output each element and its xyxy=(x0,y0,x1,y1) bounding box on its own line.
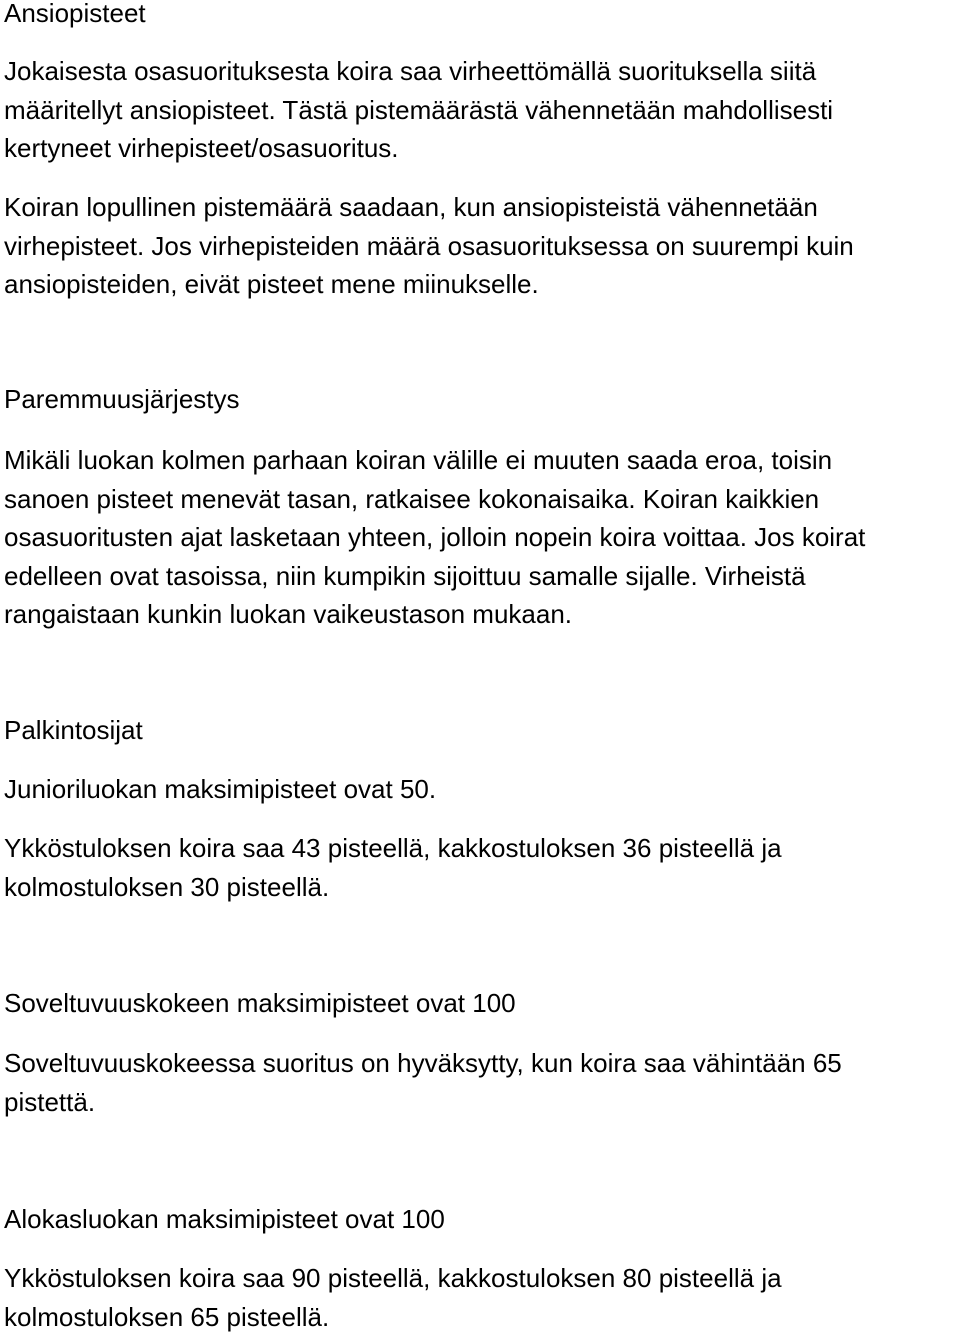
text-line: Junioriluokan maksimipisteet ovat 50. xyxy=(4,770,960,809)
paragraph-paremmuusjarjestys xyxy=(4,441,960,634)
text-line: Koiran lopullinen pistemäärä saadaan, kun ansiopisteistä vähennetään xyxy=(4,188,960,227)
paragraph-junioriluokka-tulokset xyxy=(4,829,960,906)
paragraph-ansiopisteet-2 xyxy=(4,188,960,304)
text-line: Mikäli luokan kolmen parhaan koiran välille ei muuten saada eroa, toisin xyxy=(4,441,960,480)
section-heading-ansiopisteet: Ansiopisteet xyxy=(4,0,960,33)
text-line: pistettä. xyxy=(4,1083,960,1122)
section-heading-soveltuvuuskoe: Soveltuvuuskokeen maksimipisteet ovat 100 xyxy=(4,984,960,1023)
text-line: Jokaisesta osasuorituksesta koira saa virheettömällä suorituksella siitä xyxy=(4,52,960,91)
text-line: Soveltuvuuskokeessa suoritus on hyväksytty, kun koira saa vähintään 65 xyxy=(4,1044,960,1083)
text-line: sanoen pisteet menevät tasan, ratkaisee kokonaisaika. Koiran kaikkien xyxy=(4,480,960,519)
text-line: Ykköstuloksen koira saa 90 pisteellä, kakkostuloksen 80 pisteellä ja xyxy=(4,1259,960,1298)
section-heading-palkintosijat: Palkintosijat xyxy=(4,711,960,750)
text-line: rangaistaan kunkin luokan vaikeustason mukaan. xyxy=(4,595,960,634)
text-line: ansiopisteiden, eivät pisteet mene miinukselle. xyxy=(4,265,960,304)
paragraph-ansiopisteet-1 xyxy=(4,52,960,168)
text-line: virhepisteet. Jos virhepisteiden määrä osasuorituksessa on suurempi kuin xyxy=(4,227,960,266)
text-line: kolmostuloksen 30 pisteellä. xyxy=(4,868,960,907)
paragraph-alokasluokka-tulokset xyxy=(4,1259,960,1336)
paragraph-soveltuvuuskoe xyxy=(4,1044,960,1121)
section-heading-paremmuusjarjestys: Paremmuusjärjestys xyxy=(4,380,960,419)
text-line: kolmostuloksen 65 pisteellä. xyxy=(4,1298,960,1336)
text-line: kertyneet virhepisteet/osasuoritus. xyxy=(4,129,960,168)
text-line: määritellyt ansiopisteet. Tästä pistemäärästä vähennetään mahdollisesti xyxy=(4,91,960,130)
text-line: Ykköstuloksen koira saa 43 pisteellä, kakkostuloksen 36 pisteellä ja xyxy=(4,829,960,868)
section-heading-alokasluokka: Alokasluokan maksimipisteet ovat 100 xyxy=(4,1200,960,1239)
text-line: edelleen ovat tasoissa, niin kumpikin sijoittuu samalle sijalle. Virheistä xyxy=(4,557,960,596)
paragraph-junioriluokka xyxy=(4,770,960,809)
text-line: osasuoritusten ajat lasketaan yhteen, jolloin nopein koira voittaa. Jos koirat xyxy=(4,518,960,557)
